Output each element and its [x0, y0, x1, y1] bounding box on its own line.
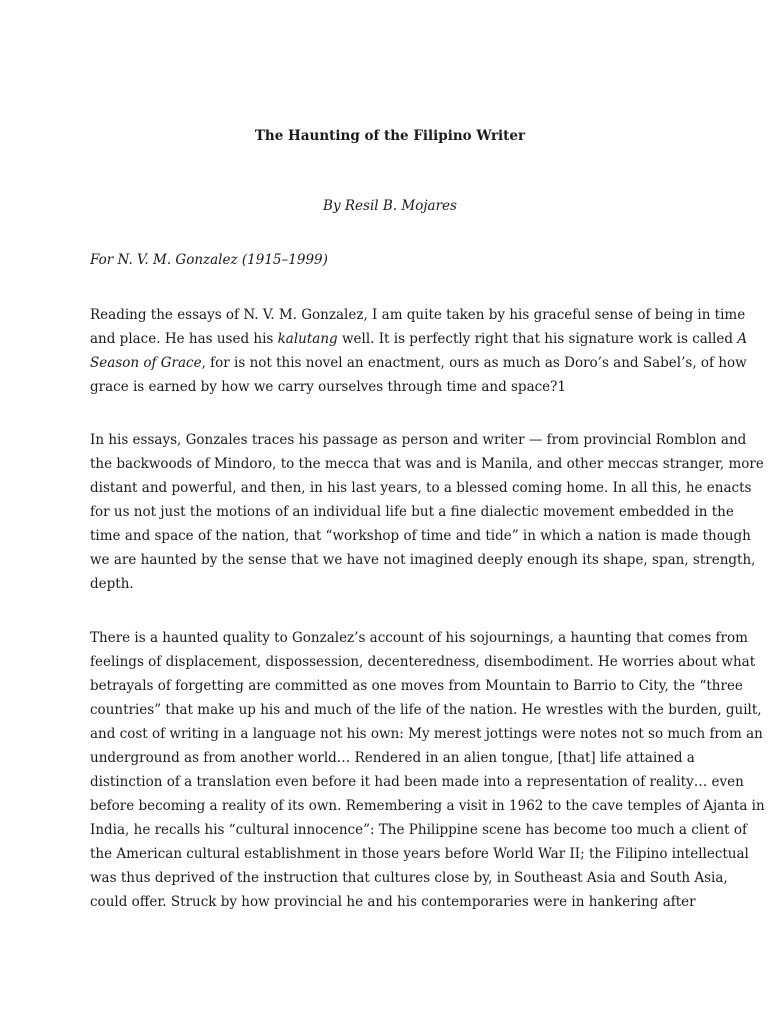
- paragraph-line: the American cultural establishment in those years before World War II; the Filipino intellectual: [90, 846, 749, 862]
- paragraph-line: In his essays, Gonzales traces his passage as person and writer — from provincial Romblon and: [90, 432, 747, 448]
- author-byline: By Resil B. Mojares: [323, 198, 457, 214]
- emphasis-kalutang: kalutang: [277, 331, 338, 347]
- emphasis-book-title-end: Season of Grace: [90, 355, 202, 371]
- paragraph-line: and cost of writing in a language not his own: My merest jottings were notes not so much from an: [90, 726, 763, 742]
- paragraph-line: the backwoods of Mindoro, to the mecca that was and is Manila, and other meccas stranger, more: [90, 456, 764, 472]
- text-run: well. It is perfectly right that his signature work is called: [337, 331, 738, 347]
- paragraph-3: [90, 626, 765, 914]
- paragraph-1: [90, 303, 748, 399]
- paragraph-2: [90, 428, 764, 596]
- paragraph-line: Reading the essays of N. V. M. Gonzalez, I am quite taken by his graceful sense of being in time: [90, 307, 746, 323]
- paragraph-line: grace is earned by how we carry ourselves through time and space?1: [90, 379, 566, 395]
- paragraph-line: before becoming a reality of its own. Remembering a visit in 1962 to the cave temples of Ajanta in: [90, 798, 765, 814]
- paragraph-line: feelings of displacement, dispossession, decenteredness, disembodiment. He worries about what: [90, 654, 756, 670]
- paragraph-line: [90, 351, 747, 375]
- dedication: For N. V. M. Gonzalez (1915–1999): [90, 252, 328, 268]
- paragraph-line: depth.: [90, 576, 134, 592]
- paragraph-line: underground as from another world… Rendered in an alien tongue, [that] life attained a: [90, 750, 695, 766]
- paragraph-line: time and space of the nation, that “workshop of time and tide” in which a nation is made though: [90, 528, 751, 544]
- paragraph-line: [90, 327, 748, 351]
- paragraph-line: betrayals of forgetting are committed as one moves from Mountain to Barrio to City, the “three: [90, 678, 743, 694]
- paragraph-line: There is a haunted quality to Gonzalez’s account of his sojournings, a haunting that comes from: [90, 630, 748, 646]
- paragraph-line: India, he recalls his “cultural innocence”: The Philippine scene has become too much a client of: [90, 822, 747, 838]
- paragraph-line: countries” that make up his and much of the life of the nation. He wrestles with the burden, guilt,: [90, 702, 762, 718]
- paragraph-line: distinction of a translation even before it had been made into a representation of reality… even: [90, 774, 744, 790]
- text-run: and place. He has used his: [90, 331, 278, 347]
- paragraph-line: for us not just the motions of an individual life but a fine dialectic movement embedded in the: [90, 504, 734, 520]
- paragraph-line: distant and powerful, and then, in his last years, to a blessed coming home. In all this, he enacts: [90, 480, 752, 496]
- document-title: The Haunting of the Filipino Writer: [254, 128, 526, 144]
- paragraph-line: we are haunted by the sense that we have not imagined deeply enough its shape, span, strength,: [90, 552, 756, 568]
- text-run: , for is not this novel an enactment, ours as much as Doro’s and Sabel’s, of how: [201, 355, 747, 371]
- paragraph-line: was thus deprived of the instruction that cultures close by, in Southeast Asia and South Asia,: [90, 870, 728, 886]
- paragraph-line: could offer. Struck by how provincial he and his contemporaries were in hankering after: [90, 894, 696, 910]
- emphasis-book-title-start: A: [737, 331, 748, 347]
